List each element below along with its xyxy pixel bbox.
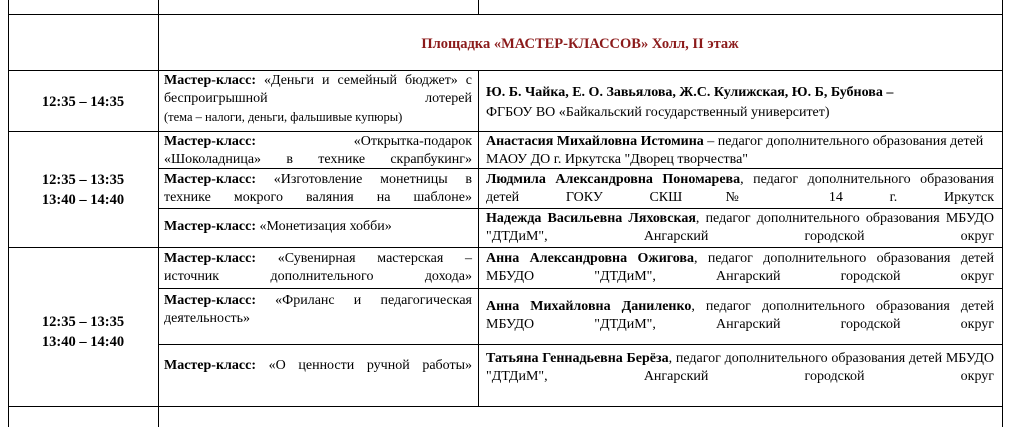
class-cell [164, 72, 472, 126]
time-slot: 12:35 – 13:35 [41, 172, 125, 188]
time-slot: 13:40 – 14:40 [41, 334, 125, 350]
person-org: ФГБОУ ВО «Байкальский государственный университет) [486, 105, 830, 120]
person-names: Ю. Б. Чайка, Е. О. Завьялова, Ж.С. Кулижская, Ю. Б, Бубнова [486, 85, 883, 100]
person-dash: – [882, 85, 894, 100]
person-cell [486, 250, 994, 286]
class-cell [164, 250, 472, 286]
person-name: Татьяна Геннадьевна Берёза [486, 351, 669, 366]
class-cell [164, 292, 472, 328]
class-title: «Деньги и семейный бюджет» с беспроигрышной лотерей [164, 73, 473, 106]
person-name: Надежда Васильевна Ляховская [486, 211, 696, 226]
person-name: Людмила Александровна Пономарева [486, 172, 741, 187]
column-divider [478, 70, 479, 406]
row-divider [158, 288, 1002, 289]
person-role: , педагог дополнительного образования детей МБУДО "ДТДиМ", Ангарский городской округ [486, 251, 994, 284]
class-cell [164, 218, 472, 236]
person-cell [486, 133, 994, 169]
person-cell [486, 171, 994, 207]
class-cell [164, 357, 472, 375]
person-cell [486, 210, 994, 246]
column-divider [158, 0, 159, 427]
class-label: Мастер-класс: [164, 73, 256, 88]
person-cell [486, 350, 994, 386]
section-title: Площадка «МАСТЕР-КЛАССОВ» Холл, II этаж [421, 36, 739, 52]
column-divider [1002, 0, 1003, 427]
person-cell [486, 84, 994, 122]
class-title: «Изготовление монетницы в технике мокрого валяния на шаблоне» [164, 172, 472, 205]
class-title: «Монетизация хобби» [259, 219, 392, 234]
row-divider [158, 208, 1002, 209]
class-label: Мастер-класс: [164, 358, 256, 373]
person-role: – педагог дополнительного образования детей МАОУ ДО г. Иркутска "Дворец творчества" [486, 134, 984, 167]
class-label: Мастер-класс: [164, 134, 256, 149]
person-role: , педагог дополнительного образования МБУДО "ДТДиМ", Ангарский городской округ [486, 211, 994, 244]
class-cell [164, 171, 472, 207]
time-slot: 13:40 – 14:40 [41, 192, 125, 208]
column-divider [8, 0, 9, 427]
class-note: (тема – налоги, деньги, фальшивые купюры) [164, 110, 403, 124]
class-cell [164, 133, 472, 169]
class-label: Мастер-класс: [164, 293, 256, 308]
person-name: Анна Михайловна Даниленко [486, 299, 692, 314]
person-role: , педагог дополнительного образования детей МБУДО "ДТДиМ", Ангарский городской округ [486, 351, 994, 384]
class-title: «Фриланс и педагогическая деятельность» [164, 293, 472, 326]
person-cell [486, 298, 994, 334]
class-label: Мастер-класс: [164, 219, 256, 234]
person-role: , педагог дополнительного образования детей ГОКУ СКШ№ 14 г. Иркутск [486, 172, 994, 205]
class-label: Мастер-класс: [164, 172, 256, 187]
class-label: Мастер-класс: [164, 251, 256, 266]
class-title: «Открытка-подарок «Шоколадница» в технике скрапбукинг» [164, 134, 472, 167]
time-slot: 12:35 – 14:35 [41, 94, 125, 110]
person-role: , педагог дополнительного образования детей МБУДО "ДТДиМ", Ангарский городской округ [486, 299, 994, 332]
person-name: Анна Александровна Ожигова [486, 251, 694, 266]
person-name: Анастасия Михайловна Истомина [486, 134, 704, 149]
row-divider [158, 344, 1002, 345]
column-divider [478, 0, 479, 14]
class-title: «О ценности ручной работы» [268, 358, 473, 373]
time-slot: 12:35 – 13:35 [41, 314, 125, 330]
class-title: «Сувенирная мастерская – источник дополнительного дохода» [164, 251, 473, 284]
